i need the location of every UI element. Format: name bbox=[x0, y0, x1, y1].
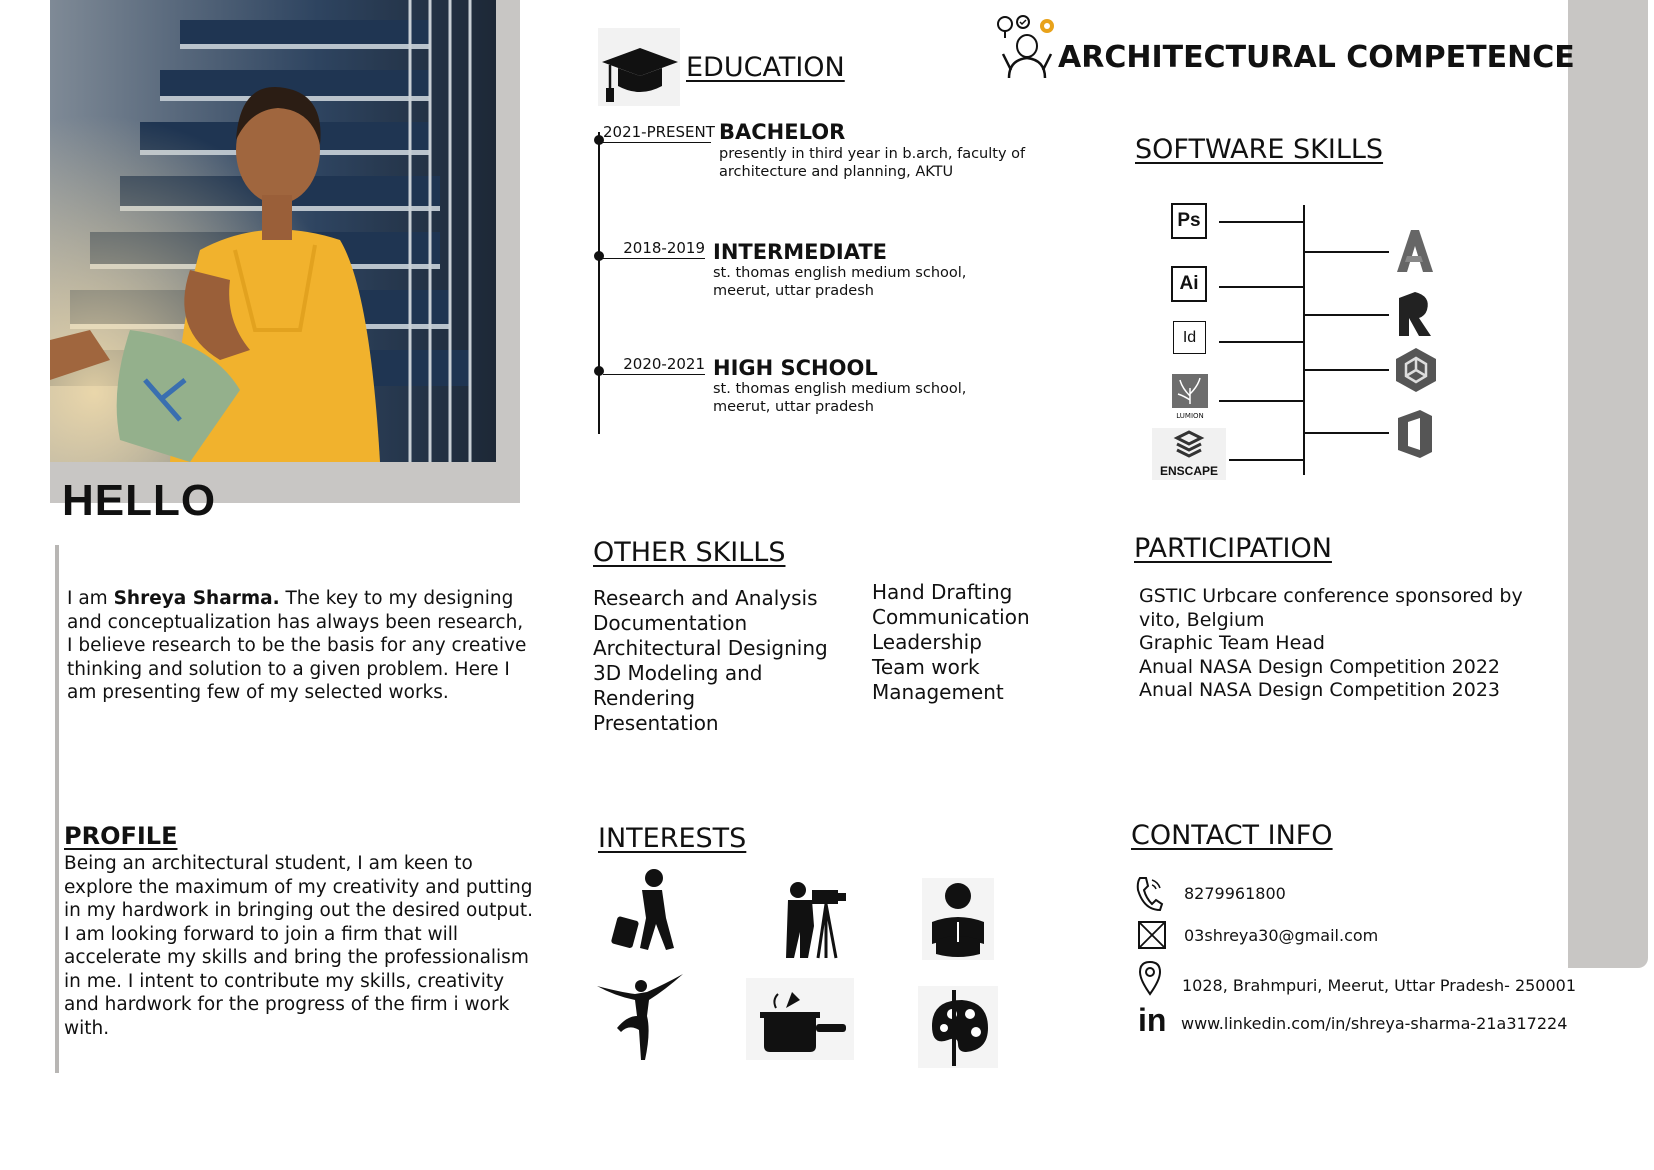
skill-item: Documentation bbox=[593, 611, 748, 635]
hello-heading: HELLO bbox=[62, 476, 217, 525]
cooking-icon bbox=[746, 978, 854, 1060]
dance-icon bbox=[595, 972, 685, 1062]
lumion-label: LUMION bbox=[1176, 412, 1204, 420]
skill-item: Communication bbox=[872, 605, 1030, 629]
education-desc: st. thomas english medium school, meerut, uttar pradesh bbox=[713, 265, 967, 299]
software-connector bbox=[1305, 314, 1389, 316]
contact-address: 1028, Brahmpuri, Meerut, Uttar Pradesh- 250001 bbox=[1182, 976, 1577, 995]
other-skills-col1 bbox=[593, 586, 828, 736]
contact-heading: CONTACT INFO bbox=[1131, 820, 1333, 851]
contact-phone[interactable]: 8279961800 bbox=[1184, 884, 1286, 903]
software-connector bbox=[1305, 432, 1389, 434]
sketchup-icon bbox=[1394, 346, 1438, 394]
participation-item: Anual NASA Design Competition 2023 bbox=[1139, 679, 1501, 701]
education-desc: st. thomas english medium school, meerut, uttar pradesh bbox=[713, 381, 967, 415]
revit-icon bbox=[1393, 290, 1435, 338]
education-date: 2020-2021 bbox=[603, 355, 705, 375]
education-desc: presently in third year in b.arch, faculty of architecture and planning, AKTU bbox=[719, 146, 1026, 180]
autocad-icon bbox=[1393, 228, 1435, 274]
software-connector bbox=[1229, 459, 1303, 461]
phone-icon bbox=[1134, 874, 1164, 914]
photoshop-icon: Ps bbox=[1171, 203, 1207, 239]
skill-item: Architectural Designing bbox=[593, 636, 828, 660]
enscape-label: ENSCAPE bbox=[1159, 464, 1218, 478]
software-connector bbox=[1305, 251, 1389, 253]
other-skills-col2 bbox=[872, 580, 1030, 705]
participation-item: GSTIC Urbcare conference sponsored by bbox=[1139, 585, 1523, 607]
education-timeline bbox=[598, 132, 600, 434]
participation-item: Anual NASA Design Competition 2022 bbox=[1139, 655, 1501, 678]
lumion-icon bbox=[1172, 374, 1208, 418]
software-connector bbox=[1219, 400, 1303, 402]
participation-item: vito, Belgium bbox=[1139, 608, 1265, 631]
contact-email[interactable]: 03shreya30@gmail.com bbox=[1184, 926, 1379, 945]
education-title: INTERMEDIATE bbox=[713, 240, 888, 264]
other-skills-heading: OTHER SKILLS bbox=[593, 537, 786, 568]
graduation-cap-icon bbox=[598, 28, 680, 106]
profile-photo bbox=[50, 0, 496, 462]
right-decorative-bar bbox=[1568, 0, 1648, 968]
profile-text: Being an architectural student, I am keen to explore the maximum of my creativity and putting in my hardwork in bringing out the desired output. I am looking forward to join a firm that will accelerate my skills and bring the professionalism in me. I intent to contribute my skills, creativity and hardwork for the progress of the firm i work with. bbox=[64, 853, 533, 1039]
travel-icon bbox=[604, 868, 680, 952]
skill-item: 3D Modeling and bbox=[593, 661, 763, 685]
interests-heading: INTERESTS bbox=[598, 823, 747, 854]
software-connector bbox=[1305, 369, 1389, 371]
education-title: HIGH SCHOOL bbox=[713, 356, 878, 380]
email-icon bbox=[1137, 920, 1167, 950]
participation-item: Graphic Team Head bbox=[1139, 632, 1325, 654]
skill-item: Rendering bbox=[593, 686, 696, 710]
software-connector bbox=[1219, 221, 1303, 223]
education-title: BACHELOR bbox=[719, 120, 846, 144]
linkedin-icon: in bbox=[1138, 1002, 1167, 1038]
intro-paragraph bbox=[67, 587, 529, 705]
skill-item: Leadership bbox=[872, 630, 982, 654]
contact-linkedin[interactable]: www.linkedin.com/in/shreya-sharma-21a317224 bbox=[1181, 1014, 1568, 1033]
architect-ideas-icon bbox=[995, 14, 1057, 80]
illustrator-icon: Ai bbox=[1171, 266, 1207, 302]
software-skills-heading: SOFTWARE SKILLS bbox=[1135, 134, 1384, 165]
software-connector bbox=[1219, 286, 1303, 288]
painting-icon bbox=[918, 986, 998, 1068]
education-heading: EDUCATION bbox=[686, 52, 845, 83]
indesign-icon: Id bbox=[1173, 321, 1206, 354]
photography-icon bbox=[778, 880, 850, 960]
enscape-icon bbox=[1152, 428, 1226, 480]
skill-item: Presentation bbox=[593, 711, 719, 735]
participation-heading: PARTICIPATION bbox=[1134, 533, 1332, 564]
reading-icon bbox=[922, 878, 994, 960]
skill-item: Research and Analysis bbox=[593, 586, 818, 610]
intro-name: Shreya Sharma. bbox=[113, 588, 280, 609]
location-pin-icon bbox=[1138, 960, 1162, 996]
skill-item: Management bbox=[872, 680, 1004, 704]
intro-text: The key to my designing and conceptualization has always been research, I believe research to be the basis for any creative thinking and solution to a given problem. Here I am presenting few of my selected works. bbox=[67, 588, 527, 703]
office-icon bbox=[1394, 408, 1436, 460]
education-date: 2018-2019 bbox=[603, 239, 705, 259]
education-date: 2021-PRESENT bbox=[603, 123, 715, 141]
competence-heading: ARCHITECTURAL COMPETENCE bbox=[1058, 40, 1575, 75]
skill-item: Team work bbox=[872, 655, 980, 679]
software-connector bbox=[1219, 341, 1303, 343]
skill-item: Hand Drafting bbox=[872, 580, 1013, 604]
profile-heading: PROFILE bbox=[64, 822, 178, 850]
participation-list bbox=[1139, 585, 1523, 703]
software-tree-trunk bbox=[1303, 205, 1305, 475]
left-vertical-divider bbox=[55, 545, 59, 1073]
intro-prefix: I am bbox=[67, 588, 114, 609]
